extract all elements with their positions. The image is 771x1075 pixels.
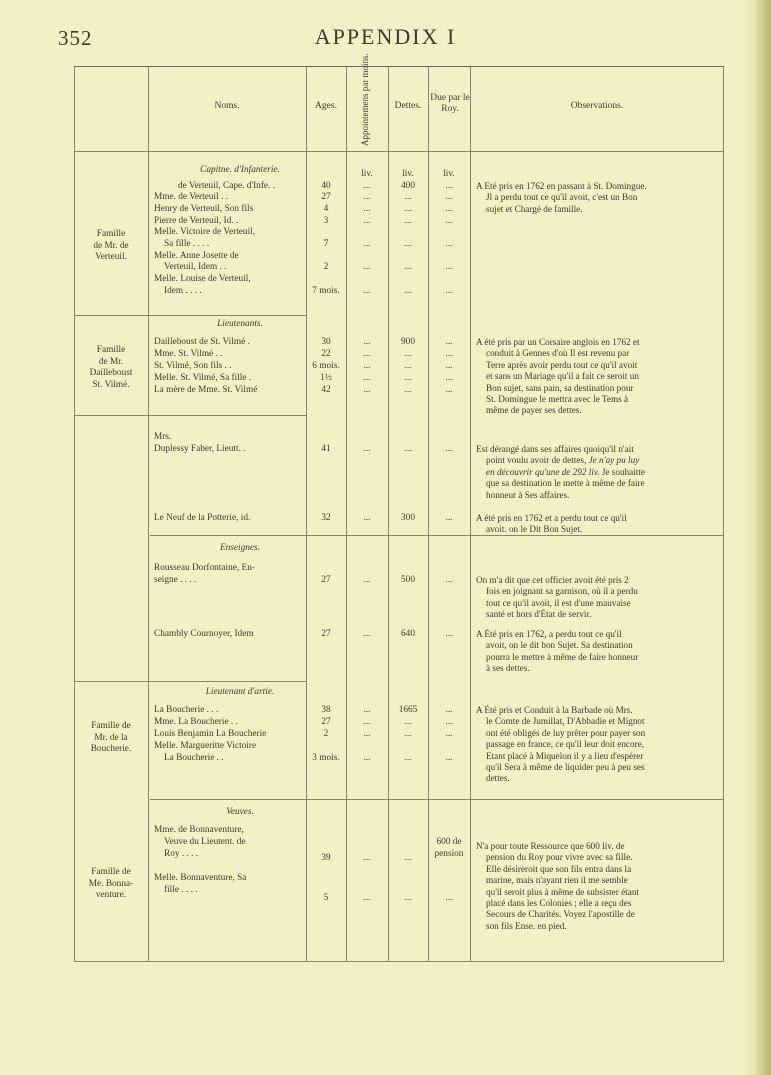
dots: ... [404, 239, 412, 249]
dettes-chambly: 640 [401, 629, 415, 639]
name-mere-st-vilme: La mère de Mme. St. Vilmé [154, 385, 258, 395]
name-mme-verteuil: Mme. de Verteuil . . [154, 192, 228, 202]
dots: ... [363, 262, 371, 272]
age-rousseau: 27 [321, 575, 331, 585]
dots: ... [363, 717, 371, 727]
dots: ... [363, 361, 371, 371]
observation-faber: Est dérangé dans ses affaires quoiqu'il n'ait point voulu avoir de dettes, Je n'ay pu luy en découvrir qu'une de 292 liv. Je souhaitte que sa destination le mette à même de faire honneur à Ses affaires. [476, 444, 645, 500]
name-margueritte-2: La Boucherie . . [164, 753, 224, 763]
age-pierre-verteuil: 3 [323, 216, 329, 226]
dots: ... [404, 853, 412, 863]
col-rule-due [470, 67, 471, 962]
section-veuves: Veuves. [226, 807, 254, 817]
dots: ... [363, 286, 371, 296]
name-bonnaventure-1: Mme. de Bonnaventure, [154, 825, 244, 835]
name-chambly: Chambly Cournoyer, Idem [154, 629, 254, 639]
age-louise-verteuil: 7 mois. [312, 286, 340, 296]
age-anne-verteuil: 2 [323, 262, 329, 272]
age-louis-benjamin: 2 [323, 729, 329, 739]
name-dailleboust: Dailleboust de St. Vilmé . [154, 337, 250, 347]
family-boucherie: Famille de Mr. de la Boucherie. [90, 721, 132, 755]
name-louise-verteuil-2: Idem . . . . [164, 286, 202, 296]
name-st-vilme-fils: St. Vilmé, Son fils . . [154, 361, 232, 371]
dots: ... [363, 192, 371, 202]
dots: ... [404, 216, 412, 226]
dots: ... [363, 513, 371, 523]
dots: ... [363, 337, 371, 347]
dots: ... [445, 181, 453, 191]
dots: ... [363, 373, 371, 383]
row-rule-boucherie [150, 799, 724, 800]
dots: ... [363, 349, 371, 359]
age-melle-bonnaventure: 5 [323, 893, 329, 903]
table-bottom-rule [74, 961, 724, 962]
observation-potterie: A été pris en 1762 et a perdu tout ce qu'il avoit. on le Dit Bon Sujet. [476, 513, 627, 535]
row-rule-enseignes [74, 681, 306, 682]
row-rule-dailleboust [74, 415, 306, 416]
dots: ... [363, 575, 371, 585]
section-lt-artie: Lieutenant d'artie. [205, 687, 275, 697]
dots: ... [363, 893, 371, 903]
dots: ... [445, 361, 453, 371]
name-louis-benjamin: Louis Benjamin La Boucherie [154, 729, 267, 739]
observation-verteuil: A Eté pris en 1762 en passant à St. Domingue. Jl a perdu tout ce qu'il avoit, c'est un Bon sujet et Chargé de famille. [476, 181, 647, 214]
appendix-table [74, 53, 724, 962]
dots: ... [363, 705, 371, 715]
dettes-potterie: 300 [401, 513, 415, 523]
family-bonnaventure: Famille de Me. Bonna- venture. [88, 867, 134, 901]
age-faber: 41 [321, 444, 331, 454]
dots: ... [404, 286, 412, 296]
header-observations: Observations. [570, 101, 624, 111]
section-lieutenants: Lieutenants. [217, 319, 263, 329]
dots: ... [363, 239, 371, 249]
age-la-boucherie: 38 [321, 705, 331, 715]
header-noms: Noms. [214, 101, 240, 111]
dots: ... [363, 444, 371, 454]
name-anne-verteuil-1: Melle. Anne Josette de [154, 251, 239, 261]
age-potterie: 32 [321, 513, 331, 523]
family-dailleboust: Famille de Mr. Dailleboust St. Vilmé. [89, 345, 133, 390]
dots: ... [445, 753, 453, 763]
dots: ... [363, 181, 371, 191]
table-left-rule [74, 67, 75, 962]
dots: ... [445, 216, 453, 226]
family-verteuil: Famille de Mr. de Verteuil. [93, 229, 129, 263]
name-pierre-verteuil: Pierre de Verteuil, Id. . [154, 216, 239, 226]
dots: ... [404, 192, 412, 202]
age-mme-st-vilme: 22 [321, 349, 331, 359]
age-dailleboust: 30 [321, 337, 331, 347]
name-verteuil: de Verteuil, Cape. d'Infe. . [178, 181, 276, 191]
dots: ... [445, 286, 453, 296]
age-mme-verteuil: 27 [321, 192, 331, 202]
name-louise-verteuil-1: Melle. Louise de Verteuil, [154, 274, 251, 284]
unit-dettes: liv. [402, 169, 414, 179]
dots: ... [445, 513, 453, 523]
observation-dailleboust: A été pris par un Corsaire anglois en 1762 et conduit à Gennes d'où Il est revenu par Terre après avoir perdu tout ce qu'il avoit et sans un Mariage qu'il a fait ce seroit un Bon sujet, sans pain, sa destination pour St. Domingue le mettra avec le Tems à même de payer ses dettes. [476, 337, 640, 416]
dots: ... [445, 349, 453, 359]
table-right-rule [723, 67, 724, 962]
dots: ... [404, 893, 412, 903]
age-mere-st-vilme: 42 [321, 385, 331, 395]
dots: ... [445, 575, 453, 585]
header-appointemens: Appointemens par moins. [360, 53, 370, 146]
name-rousseau-1: Rousseau Dorfontaine, En- [154, 563, 255, 573]
header-due-par-le-roy: Due par le Roy. [430, 93, 470, 114]
section-capitaine: Capitne. d'Infanterie. [200, 165, 280, 175]
dots: ... [404, 349, 412, 359]
age-victoire-verteuil: 7 [323, 239, 329, 249]
dots: ... [404, 444, 412, 454]
name-anne-verteuil-2: Verteuil, Idem . . [164, 262, 227, 272]
dots: ... [404, 262, 412, 272]
name-mme-la-boucherie: Mme. La Boucherie . . [154, 717, 238, 727]
dots: ... [445, 204, 453, 214]
unit-due: liv. [443, 169, 455, 179]
name-melle-bonnaventure-2: fille . . . . [164, 885, 198, 895]
age-mme-la-boucherie: 27 [321, 717, 331, 727]
dots: ... [445, 385, 453, 395]
dots: ... [445, 373, 453, 383]
name-st-vilme-fille: Melle. St. Vilmé, Sa fille . [154, 373, 252, 383]
age-margueritte: 3 mois. [312, 753, 340, 763]
age-bonnaventure: 39 [321, 853, 331, 863]
dots: ... [363, 629, 371, 639]
dots: ... [363, 385, 371, 395]
dots: ... [404, 385, 412, 395]
name-faber-2: Duplessy Faber, Lieutt. . [154, 444, 246, 454]
dots: ... [404, 373, 412, 383]
dots: ... [445, 444, 453, 454]
dots: ... [445, 192, 453, 202]
name-rousseau-2: seigne . . . . [154, 575, 197, 585]
dots: ... [363, 853, 371, 863]
dots: ... [445, 337, 453, 347]
dots: ... [445, 705, 453, 715]
running-head-title: APPENDIX I [314, 24, 457, 49]
col-rule-family [148, 67, 149, 962]
dettes-verteuil: 400 [401, 181, 415, 191]
dettes-rousseau: 500 [401, 575, 415, 585]
name-bonnaventure-2: Veuve du Lieutent. de [164, 837, 246, 847]
dots: ... [445, 717, 453, 727]
name-mme-st-vilme: Mme. St. Vilmé . . [154, 349, 223, 359]
section-enseignes: Enseignes. [219, 543, 261, 553]
dots: ... [445, 239, 453, 249]
page-number: 352 [58, 26, 93, 50]
unit-appointemens: liv. [361, 169, 373, 179]
dots: ... [404, 204, 412, 214]
header-ages: Ages. [315, 101, 337, 111]
dots: ... [363, 216, 371, 226]
age-henry-verteuil: 4 [323, 204, 329, 214]
observation-boucherie: A Été pris et Conduit à la Barbade où Mrs. le Comte de Jumillat, D'Abbadie et Mignot ont été obligés de luy prêter pour payer son passage en france, ce qu'il leur doit encore, Etant placé à Miquelon il y a lieu d'espérer qu'il Sera à même de liquider peu à peu ses dettes. [476, 705, 646, 784]
name-margueritte-1: Melle. Margueritte Victoire [154, 741, 257, 751]
observation-rousseau: On m'a dit que cet officier avoit été pris 2 fois en joignant sa garnison, où il a perdu tout ce qu'il avoit, il est d'une mauvaise santé et hors d'État de servir. [476, 575, 638, 620]
age-st-vilme-fils: 6 mois. [312, 361, 340, 371]
name-victoire-verteuil-1: Melle. Victoire de Verteuil, [154, 227, 256, 237]
dots: ... [404, 361, 412, 371]
page-edge-shadow [743, 0, 771, 1075]
dettes-la-boucherie: 1665 [398, 705, 418, 715]
dots: ... [404, 717, 412, 727]
name-la-boucherie: La Boucherie . . . [154, 705, 219, 715]
dots: ... [363, 729, 371, 739]
name-potterie: Le Neuf de la Potterie, id. [154, 513, 251, 523]
age-st-vilme-fille: 1½ [320, 373, 332, 383]
observation-bonnaventure: N'a pour toute Ressource que 600 liv. de pension du Roy pour vivre avec sa fille. Elle désireroit que son fils entra dans la marine, mais n'ayant rien il me semble qu'il seroit plus à même de subsister étant placé dans les Colonies ; elle a reçu des Secours de Charités. Voyez l'apostille de son fils Ense. en pied. [476, 841, 639, 931]
row-rule-verteuil [74, 315, 306, 316]
age-chambly: 27 [321, 629, 331, 639]
dots: ... [445, 729, 453, 739]
dots: ... [445, 262, 453, 272]
dots: ... [363, 753, 371, 763]
name-faber-1: Mrs. [154, 432, 172, 442]
observation-chambly: A Été pris en 1762, a perdu tout ce qu'il avoit, on le dit bon Sujet. Sa destination pourra le mettre à même de faire honneur à ses dettes. [476, 629, 639, 674]
name-henry-verteuil: Henry de Verteuil, Son fils [154, 204, 254, 214]
dots: ... [404, 753, 412, 763]
due-bonnaventure-1: 600 de [436, 837, 462, 847]
age-verteuil: 40 [321, 181, 331, 191]
header-dettes: Dettes. [394, 101, 422, 111]
dots: ... [445, 629, 453, 639]
header-bottom-rule [74, 151, 724, 152]
name-melle-bonnaventure-1: Melle. Bonnaventure, Sa [154, 873, 247, 883]
due-bonnaventure-2: pension [434, 849, 464, 859]
dots: ... [404, 729, 412, 739]
dots: ... [445, 893, 453, 903]
dettes-dailleboust: 900 [401, 337, 415, 347]
name-victoire-verteuil-2: Sa fille . . . . [164, 239, 210, 249]
dots: ... [363, 204, 371, 214]
name-bonnaventure-3: Roy . . . . [164, 849, 199, 859]
